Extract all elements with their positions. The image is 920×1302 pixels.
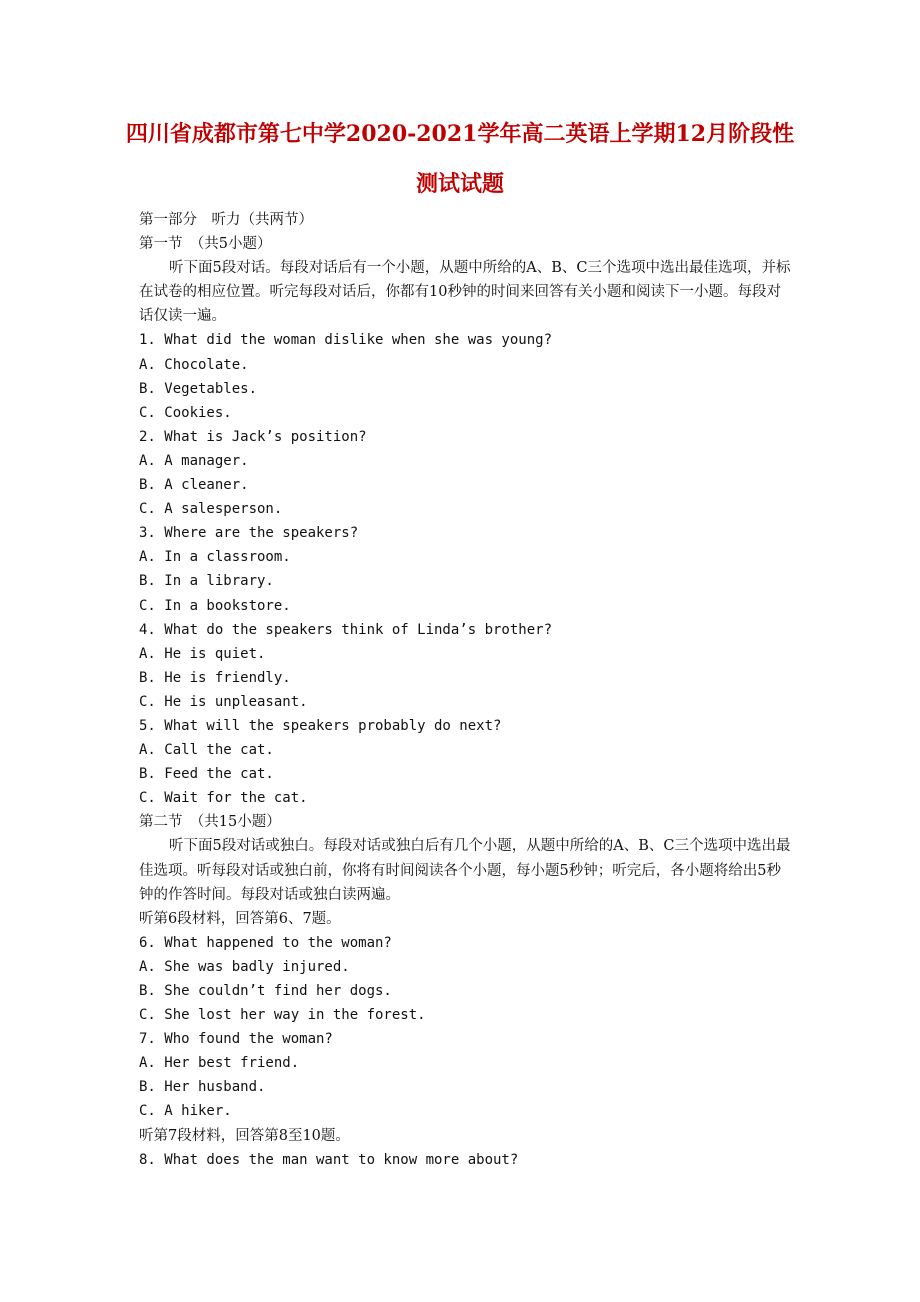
section1-instructions: 听下面5段对话。每段对话后有一个小题，从题中所给的A、B、C三个选项中选出最佳选项，并标在试卷的相应位置。听完每段对话后，你都有10秒钟的时间来回答有关小题和阅读下一小题。每段对话仅读一遍。 — [139, 260, 791, 325]
option-2c: C. A salesperson. — [139, 501, 283, 518]
question-block-7 — [139, 1027, 791, 1123]
question-block-6 — [139, 931, 791, 1027]
option-1a: A. Chocolate. — [139, 356, 249, 373]
question-block-5 — [139, 714, 791, 810]
material-6-heading: 听第6段材料，回答第6、7题。 — [139, 910, 341, 927]
option-3a: A. In a classroom. — [139, 549, 291, 566]
document-title-line2: 测试试题 — [415, 171, 504, 197]
option-7c: C. A hiker. — [139, 1103, 232, 1120]
option-6c: C. She lost her way in the forest. — [139, 1007, 426, 1024]
option-5c: C. Wait for the cat. — [139, 790, 308, 807]
question-block-2 — [139, 425, 791, 521]
option-3b: B. In a library. — [139, 573, 274, 590]
option-5a: A. Call the cat. — [139, 742, 274, 759]
material-7-heading: 听第7段材料，回答第8至10题。 — [139, 1127, 350, 1144]
option-7b: B. Her husband. — [139, 1079, 266, 1096]
document-title-line1: 四川省成都市第七中学2020-2021学年高二英语上学期12月阶段性 — [125, 121, 795, 147]
option-3c: C. In a bookstore. — [139, 597, 291, 614]
option-7a: A. Her best friend. — [139, 1055, 300, 1072]
part1-heading: 第一部分 听力（共两节） — [139, 212, 313, 228]
option-4b: B. He is friendly. — [139, 669, 291, 686]
option-1c: C. Cookies. — [139, 404, 232, 421]
question-3: 3. Where are the speakers? — [139, 525, 359, 542]
question-4: 4. What do the speakers think of Linda’s brother? — [139, 621, 553, 638]
question-8: 8. What does the man want to know more about? — [139, 1151, 519, 1168]
question-block-3 — [139, 521, 791, 617]
option-2b: B. A cleaner. — [139, 477, 249, 494]
option-6b: B. She couldn’t find her dogs. — [139, 983, 392, 999]
option-1b: B. Vegetables. — [139, 380, 258, 397]
question-5: 5. What will the speakers probably do next? — [139, 717, 502, 734]
option-2a: A. A manager. — [139, 452, 249, 469]
question-block-1 — [139, 328, 791, 424]
question-2: 2. What is Jack’s position? — [139, 428, 367, 445]
document-body — [139, 208, 791, 1172]
question-block-4 — [139, 618, 791, 714]
option-6a: A. She was badly injured. — [139, 958, 350, 975]
option-4a: A. He is quiet. — [139, 645, 266, 662]
section2-instructions: 听下面5段对话或独白。每段对话或独白后有几个小题，从题中所给的A、B、C三个选项中选出最佳选项。听每段对话或独白前，你将有时间阅读各个小题，每小题5秒钟；听完后，各小题将给出5秒钟的作答时间。每段对话或独白读两遍。 — [139, 838, 791, 903]
question-7: 7. Who found the woman? — [139, 1031, 333, 1048]
option-4c: C. He is unpleasant. — [139, 693, 308, 710]
question-6: 6. What happened to the woman? — [139, 934, 392, 951]
section1-heading: 第一节 （共5小题） — [139, 236, 272, 253]
section2-heading: 第二节 （共15小题） — [139, 814, 281, 831]
option-5b: B. Feed the cat. — [139, 766, 274, 783]
question-1: 1. What did the woman dislike when she was young? — [139, 332, 553, 349]
